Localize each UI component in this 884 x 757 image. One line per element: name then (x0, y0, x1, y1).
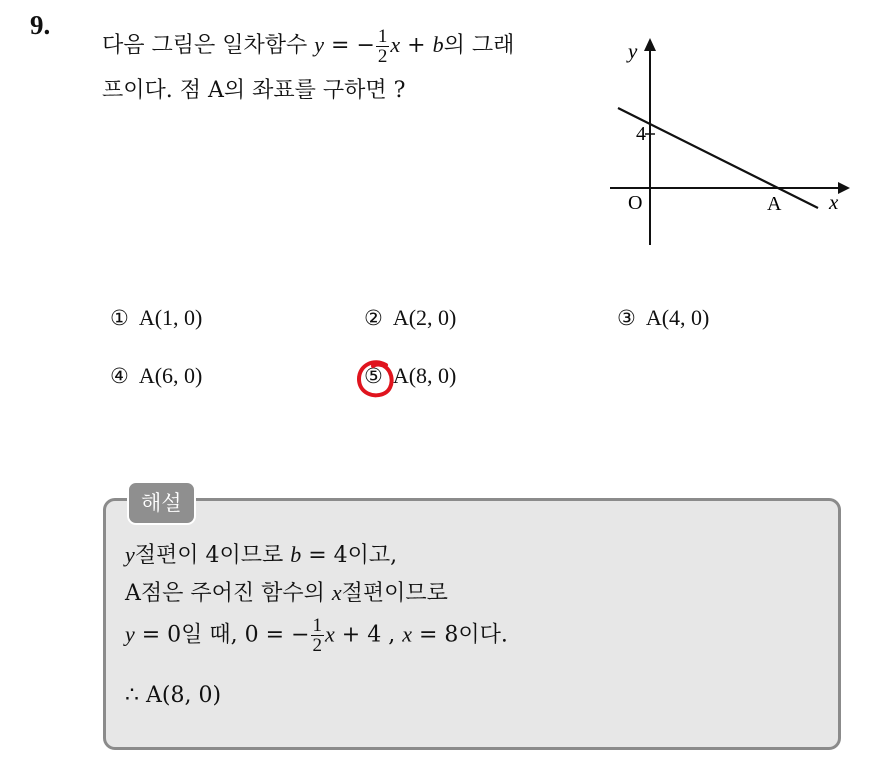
question-line1-suffix: 의 그래 (443, 33, 515, 58)
choice-4-text: A(6, 0) (138, 363, 203, 388)
sol-l3-c: = 8이다. (411, 622, 508, 648)
sol-l1-b: = 4이고, (301, 543, 398, 568)
point-a-label: A (767, 193, 782, 215)
y-intercept-label: 4 (636, 123, 646, 145)
question-number: 9. (30, 10, 51, 40)
choice-1-text: A(1, 0) (138, 305, 203, 330)
sol-l2-x: x (331, 580, 342, 605)
y-axis-arrow (644, 38, 656, 51)
origin-label: O (628, 192, 643, 214)
sol-l1-b-var: b (290, 542, 302, 567)
solution-line-4: ∴ A(8, 0) (125, 683, 222, 708)
sol-l3-fraction (311, 616, 325, 655)
y-axis-label: y (628, 39, 638, 63)
sol-l1-y: y (125, 542, 135, 567)
sol-l3-fraction-numerator: 1 (312, 615, 323, 636)
choice-1-mark: ① (110, 306, 129, 330)
solution-line-1 (125, 538, 397, 569)
eq-x: x (390, 32, 401, 57)
sol-l3-fraction-denominator: 2 (312, 635, 323, 656)
question-line1-prefix: 다음 그림은 일차함수 (102, 33, 308, 58)
choice-5-mark: ⑤ (364, 364, 383, 388)
sol-l2-b: 절편이므로 (341, 581, 448, 606)
sol-l3-a: = 0일 때, 0 = − (134, 622, 310, 648)
eq-fraction-denominator: 2 (377, 45, 388, 67)
x-axis-label: x (829, 190, 839, 214)
eq-fraction (376, 27, 390, 66)
function-graph (600, 30, 860, 255)
sol-l3-b: + 4 , (334, 622, 403, 648)
question-text (102, 22, 592, 113)
question-line-2: 프이다. 점 A의 좌표를 구하면 ? (102, 78, 406, 103)
choice-3[interactable] (617, 305, 709, 331)
sol-l3-x2: x (402, 621, 412, 647)
solution-label: 해설 (127, 481, 196, 525)
solution-line-2 (125, 576, 448, 607)
choice-4[interactable] (110, 363, 202, 389)
solution-line-3 (125, 616, 508, 655)
eq-plus: + (400, 33, 433, 58)
sol-l3-y: y (125, 621, 135, 647)
eq-fraction-numerator: 1 (377, 25, 388, 47)
eq-y: y (314, 32, 325, 57)
choice-5-text: A(8, 0) (392, 363, 457, 388)
choice-2[interactable] (364, 305, 456, 331)
question-line-1 (102, 22, 592, 68)
sol-l2-a: A점은 주어진 함수의 (125, 581, 332, 606)
sol-l1-a: 절편이 4이므로 (134, 543, 291, 568)
eq-b: b (432, 32, 444, 57)
choice-1[interactable] (110, 305, 202, 331)
sol-l3-x: x (325, 621, 335, 647)
eq-equals-minus: = − (324, 33, 375, 58)
graph-line (618, 108, 818, 208)
choice-2-text: A(2, 0) (392, 305, 457, 330)
x-axis-arrow (838, 182, 850, 194)
answer-circle-mark (354, 357, 398, 401)
choice-3-mark: ③ (617, 306, 636, 330)
choice-4-mark: ④ (110, 364, 129, 388)
choice-2-mark: ② (364, 306, 383, 330)
choice-3-text: A(4, 0) (645, 305, 710, 330)
